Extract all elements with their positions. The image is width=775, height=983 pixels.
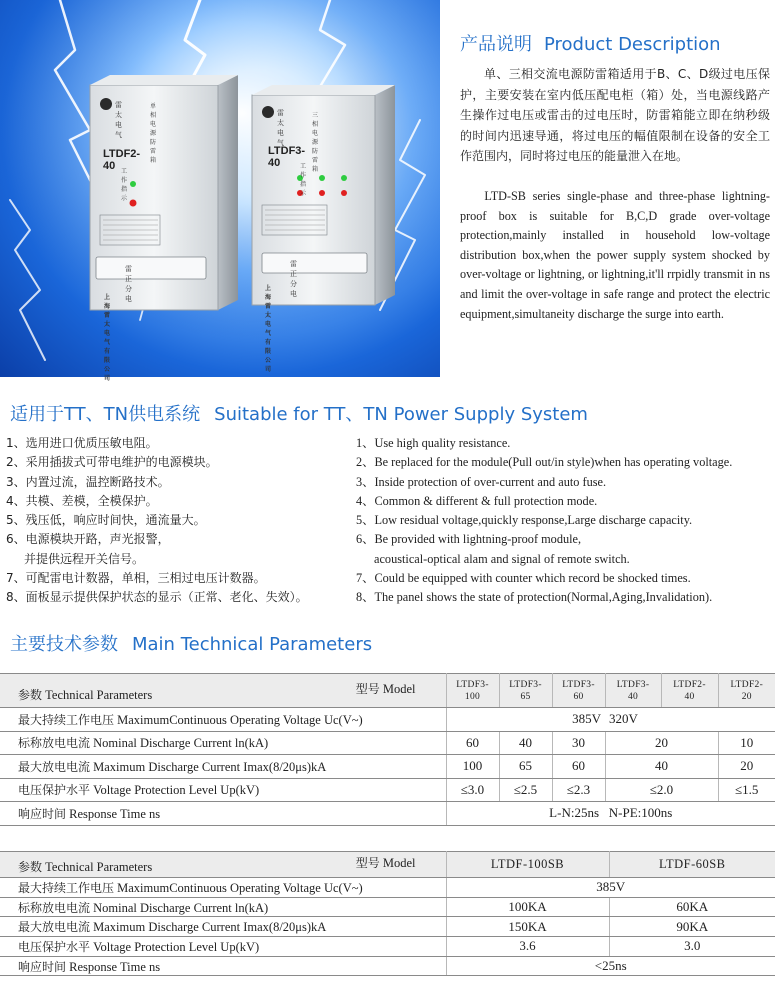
row-label: 标称放电电流 Nominal Discharge Current ln(kA) xyxy=(0,731,446,755)
table-cell: 20 xyxy=(605,731,718,755)
product-description-en: LTD-SB series single-phase and three-phase lightning-proof box is suitable for B,C,D grade over-voltage protection,mainly installed in household low-voltage distribution box,when the power supply system shocked by over-voltage or lightning, or lightning,it'll rrpidly transmit in ns and limit the over-voltage in safe range and protect the electric equipment,simultaneity discharge the surge into earth. xyxy=(460,189,770,321)
list-item: 7、可配雷电计数器，单相，三相过电压计数器。 xyxy=(6,571,266,586)
table-cell: <25ns xyxy=(446,956,775,976)
table-row xyxy=(0,802,775,826)
table-cell: ≤3.0 xyxy=(446,778,499,802)
list-item: 并提供远程开关信号。 xyxy=(24,551,145,566)
row-label: 最大放电电流 Maximum Discharge Current Imax(8/20μs)kA xyxy=(0,755,446,779)
table-cell: 90KA xyxy=(609,917,775,937)
row-label: 响应时间 Response Time ns xyxy=(0,802,446,826)
model-column: LTDF2- 40 xyxy=(661,674,718,708)
table-cell: 60 xyxy=(552,755,605,779)
row-label: 电压保护水平 Voltage Protection Level Up(kV) xyxy=(0,778,446,802)
table-cell: 60KA xyxy=(609,897,775,917)
parameters-table-1 xyxy=(0,673,775,826)
list-item: 7、Could be equipped with counter which record be shocked times. xyxy=(356,571,691,586)
table-row xyxy=(0,878,775,898)
right-box-maker: 上海雷太电气有限公司 xyxy=(265,285,272,373)
list-item: 6、电源模块开路，声光报警， xyxy=(6,532,170,547)
left-box-kind: 单相电源防雷箱 xyxy=(150,103,157,164)
table-cell: 320V xyxy=(605,708,775,732)
model-column: LTDF3- 60 xyxy=(552,674,605,708)
table-row xyxy=(0,778,775,802)
model-column: LTDF-60SB xyxy=(609,852,775,878)
row-label: 最大持续工作电压 MaximumContinuous Operating Voltage Uc(V~) xyxy=(0,878,446,898)
features-list-en xyxy=(356,434,771,608)
table-cell: 40 xyxy=(605,755,718,779)
table-header-label xyxy=(0,852,446,878)
table-row xyxy=(0,956,775,976)
lightning-box-three-phase xyxy=(252,85,395,305)
model-column: LTDF3- 40 xyxy=(605,674,661,708)
table-row xyxy=(0,937,775,957)
left-box-indicator: 工作指示 xyxy=(121,168,128,202)
product-title-en: Product Description xyxy=(544,34,721,55)
table-cell: 60 xyxy=(446,731,499,755)
table-cell: 3.0 xyxy=(609,937,775,957)
parameters-title xyxy=(10,630,372,656)
table-row xyxy=(0,731,775,755)
table-row xyxy=(0,897,775,917)
list-item: 1、选用进口优质压敏电阻。 xyxy=(6,436,158,450)
left-box-button: 雷 正 分 电 xyxy=(125,265,132,303)
param-header: 参数 Technical Parameters xyxy=(18,860,153,874)
table-cell: L-N:25ns N-PE:100ns xyxy=(446,802,775,826)
list-item: 5、残压低，响应时间快，通流量大。 xyxy=(6,513,206,528)
table-cell: 3.6 xyxy=(446,937,609,957)
product-title-cn: 产品说明 xyxy=(460,34,532,55)
parameters-title-en: Main Technical Parameters xyxy=(132,634,373,655)
model-column: LTDF3- 65 xyxy=(499,674,552,708)
model-column: LTDF3- 100 xyxy=(446,674,499,708)
table-cell: 20 xyxy=(718,755,775,779)
param-header: 参数 Technical Parameters xyxy=(18,688,153,702)
table-cell: ≤2.3 xyxy=(552,778,605,802)
list-item: 5、Low residual voltage,quickly response,Large discharge capacity. xyxy=(356,513,693,528)
model-column: LTDF2- 20 xyxy=(718,674,775,708)
table-header-row xyxy=(0,674,775,708)
table-cell: 100 xyxy=(446,755,499,779)
table-row xyxy=(0,755,775,779)
system-title-en: Suitable for TT、TN Power Supply System xyxy=(214,404,588,425)
parameters-title-cn: 主要技术参数 xyxy=(10,634,118,655)
lightning-background xyxy=(0,0,440,377)
table-row xyxy=(0,708,775,732)
table-cell: 100KA xyxy=(446,897,609,917)
list-item: 8、面板显示提供保护状态的显示（正常、老化、失效）。 xyxy=(6,590,308,605)
list-item: 3、内置过流，温控断路技术。 xyxy=(6,474,170,489)
product-description-title xyxy=(460,30,721,56)
system-title-cn: 适用于TT、TN供电系统 xyxy=(10,404,201,425)
features-list-cn xyxy=(6,434,346,608)
list-item: 2、Be replaced for the module(Pull out/in style)when has operating voltage. xyxy=(356,455,733,470)
table-cell: ≤2.5 xyxy=(499,778,552,802)
list-item: 1、Use high quality resistance. xyxy=(356,436,511,450)
row-label: 最大放电电流 Maximum Discharge Current Imax(8/20μs)kA xyxy=(0,917,446,937)
right-box-model: LTDF3-40 xyxy=(268,145,306,169)
lightning-box-single-phase xyxy=(90,75,238,310)
row-label: 最大持续工作电压 MaximumContinuous Operating Voltage Uc(V~) xyxy=(0,708,446,732)
model-column: LTDF-100SB xyxy=(446,852,609,878)
list-item: 4、Common & different & full protection mode. xyxy=(356,493,598,508)
list-item: 4、共模、差模，全模保护。 xyxy=(6,493,158,508)
list-item: 8、The panel shows the state of protection(Normal,Aging,Invalidation). xyxy=(356,590,713,605)
row-label: 电压保护水平 Voltage Protection Level Up(kV) xyxy=(0,937,446,957)
product-photo xyxy=(0,0,440,382)
right-box-kind: 三相电源防雷箱 xyxy=(312,112,319,173)
table-cell: 10 xyxy=(718,731,775,755)
list-item: acoustical-optical alam and signal of remote switch. xyxy=(374,551,630,566)
table-header-label xyxy=(0,674,446,708)
system-title xyxy=(10,400,588,426)
table-cell: ≤1.5 xyxy=(718,778,775,802)
row-label: 标称放电电流 Nominal Discharge Current ln(kA) xyxy=(0,897,446,917)
row-label: 响应时间 Response Time ns xyxy=(0,956,446,976)
table-cell: 65 xyxy=(499,755,552,779)
right-box-brand: 雷太电气 xyxy=(277,109,284,147)
table-cell: 150KA xyxy=(446,917,609,937)
product-description-cn: 单、三相交流电源防雷箱适用于B、C、D级过电压保护，主要安装在室内低压配电柜（箱）处，当电源线路产生操作过电压或雷击的过电压时，防雷箱能立即在纳秒级的时间内迅速导通，将过电压的幅值限制在设备的安全工作范围内，同时将过电压的能量泄入在地。 xyxy=(460,67,770,164)
left-box-brand: 雷太电气 xyxy=(115,101,122,139)
parameters-table-2 xyxy=(0,851,775,976)
list-item: 6、Be provided with lightning-proof module, xyxy=(356,532,582,547)
left-box-maker: 上海雷太电气有限公司 xyxy=(104,294,111,382)
table-header-row xyxy=(0,852,775,878)
right-box-indicator: 工作指示 xyxy=(300,163,307,197)
table-row xyxy=(0,917,775,937)
table-cell: 30 xyxy=(552,731,605,755)
table-cell: 40 xyxy=(499,731,552,755)
list-item: 2、采用插拔式可带电维护的电源模块。 xyxy=(6,455,218,470)
model-header: 型号 Model xyxy=(355,856,416,870)
list-item: 3、Inside protection of over-current and auto fuse. xyxy=(356,474,607,489)
table-cell: 385V xyxy=(446,708,605,732)
model-header: 型号 Model xyxy=(355,682,416,696)
right-box-button: 雷 正 分 电 xyxy=(290,260,297,298)
left-box-model: LTDF2-40 xyxy=(103,148,141,172)
table-cell: ≤2.0 xyxy=(605,778,718,802)
table-cell: 385V xyxy=(446,878,775,898)
